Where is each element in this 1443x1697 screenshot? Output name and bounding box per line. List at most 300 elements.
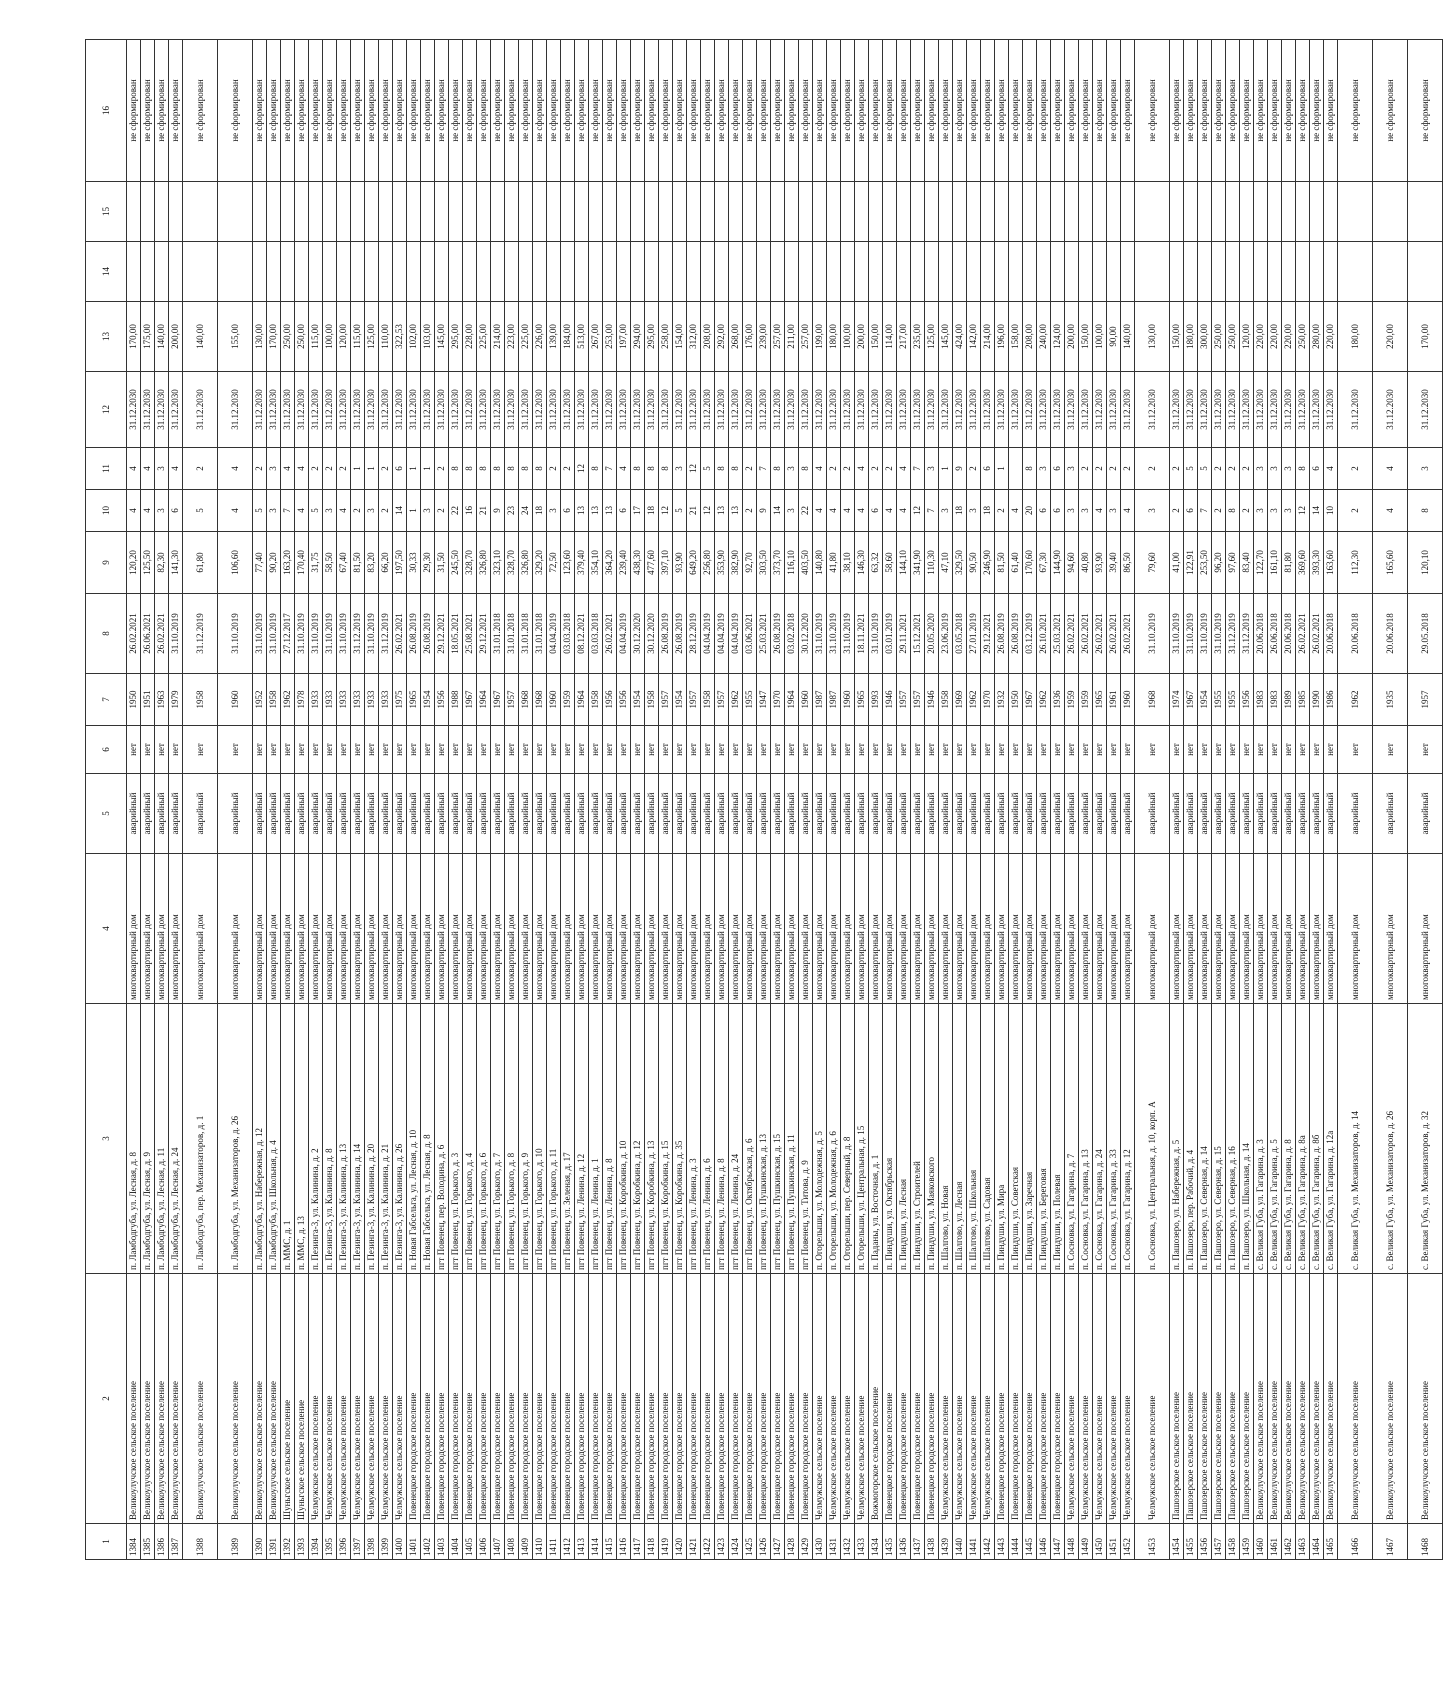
- table-row: [463, 40, 477, 1560]
- table-cell: п. Ламбодгуба, ул. Механизаторов, д. 26: [218, 1004, 253, 1274]
- table-cell: пгт Повенец, ул. Ленина, д. 1: [589, 1004, 603, 1274]
- table-row: [981, 40, 995, 1560]
- table-cell: 211,00: [785, 302, 799, 372]
- table-cell: [491, 182, 505, 242]
- table-cell: пгт Повенец, ул. Титова, д. 9: [799, 1004, 813, 1274]
- table-cell: 31.12.2030: [281, 372, 295, 448]
- table-cell: не сформирован: [841, 40, 855, 182]
- table-cell: не сформирован: [1198, 40, 1212, 182]
- table-cell: 3: [323, 490, 337, 532]
- table-cell: 1936: [1051, 674, 1065, 726]
- table-cell: многоквартирный дом: [645, 854, 659, 1004]
- table-row: [575, 40, 589, 1560]
- table-cell: 31.12.2030: [575, 372, 589, 448]
- table-cell: нет: [141, 726, 155, 774]
- table-cell: 4: [897, 448, 911, 490]
- table-cell: 4: [1009, 490, 1023, 532]
- table-cell: нет: [365, 726, 379, 774]
- table-cell: 1388: [183, 1524, 218, 1560]
- table-cell: 1983: [1254, 674, 1268, 726]
- table-row: [743, 40, 757, 1560]
- table-cell: 21: [477, 490, 491, 532]
- table-cell: 4: [281, 448, 295, 490]
- table-cell: 31.10.2019: [827, 594, 841, 674]
- table-cell: Челмужское сельское поселение: [309, 1274, 323, 1524]
- table-cell: многоквартирный дом: [1051, 854, 1065, 1004]
- table-cell: 1392: [281, 1524, 295, 1560]
- table-cell: Великоулучское сельское поселение: [1324, 1274, 1338, 1524]
- table-cell: не сформирован: [1107, 40, 1121, 182]
- table-cell: 03.06.2021: [743, 594, 757, 674]
- table-cell: аварийный: [673, 774, 687, 854]
- table-row: [351, 40, 365, 1560]
- table-cell: многоквартирный дом: [771, 854, 785, 1004]
- table-cell: [645, 242, 659, 302]
- table-cell: 1456: [1198, 1524, 1212, 1560]
- table-cell: 7: [925, 490, 939, 532]
- table-cell: многоквартирный дом: [183, 854, 218, 1004]
- table-cell: 200,00: [1065, 302, 1079, 372]
- table-row: [1296, 40, 1310, 1560]
- table-row: [1023, 40, 1037, 1560]
- table-cell: 18: [981, 490, 995, 532]
- table-cell: аварийный: [1135, 774, 1170, 854]
- table-cell: 3: [267, 490, 281, 532]
- table-cell: Пашозерское сельское поселение: [1212, 1274, 1226, 1524]
- table-cell: пгт Повенец, ул. Пушкинская, д. 11: [785, 1004, 799, 1274]
- table-cell: 93,90: [1093, 532, 1107, 594]
- table-row: [939, 40, 953, 1560]
- table-cell: 1: [939, 448, 953, 490]
- table-cell: 15.12.2021: [911, 594, 925, 674]
- table-cell: не сформирован: [1310, 40, 1324, 182]
- table-cell: 2: [967, 448, 981, 490]
- table-cell: многоквартирный дом: [729, 854, 743, 1004]
- table-cell: многоквартирный дом: [253, 854, 267, 1004]
- table-cell: [1009, 182, 1023, 242]
- table-cell: 1950: [1009, 674, 1023, 726]
- table-cell: не сформирован: [617, 40, 631, 182]
- table-cell: не сформирован: [295, 40, 309, 182]
- table-cell: [365, 182, 379, 242]
- table-cell: 31.12.2030: [1051, 372, 1065, 448]
- table-cell: нет: [1373, 726, 1408, 774]
- table-cell: 31.12.2030: [1037, 372, 1051, 448]
- table-cell: 6: [617, 490, 631, 532]
- table-cell: аварийный: [981, 774, 995, 854]
- table-cell: 1411: [547, 1524, 561, 1560]
- table-cell: 329,50: [953, 532, 967, 594]
- table-cell: Челмужское сельское поселение: [967, 1274, 981, 1524]
- table-cell: не сформирован: [603, 40, 617, 182]
- table-cell: 31.12.2030: [1268, 372, 1282, 448]
- table-cell: 197,00: [617, 302, 631, 372]
- table-cell: многоквартирный дом: [1408, 854, 1443, 1004]
- table-cell: 300,00: [1198, 302, 1212, 372]
- table-cell: [1121, 242, 1135, 302]
- table-cell: не сформирован: [141, 40, 155, 182]
- table-cell: не сформирован: [1373, 40, 1408, 182]
- table-cell: нет: [407, 726, 421, 774]
- table-cell: 1460: [1254, 1524, 1268, 1560]
- table-cell: аварийный: [995, 774, 1009, 854]
- table-cell: аварийный: [505, 774, 519, 854]
- table-cell: [1065, 242, 1079, 302]
- table-cell: 292,00: [715, 302, 729, 372]
- table-cell: 7: [281, 490, 295, 532]
- table-row: [855, 40, 869, 1560]
- table-cell: [218, 182, 253, 242]
- table-cell: аварийный: [729, 774, 743, 854]
- table-cell: [785, 242, 799, 302]
- table-cell: Челмужское сельское поселение: [813, 1274, 827, 1524]
- table-cell: 8: [449, 448, 463, 490]
- table-cell: 100,00: [841, 302, 855, 372]
- table-cell: 1964: [477, 674, 491, 726]
- table-cell: 200,00: [855, 302, 869, 372]
- table-cell: 3: [967, 490, 981, 532]
- table-cell: не сформирован: [1268, 40, 1282, 182]
- table-cell: аварийный: [855, 774, 869, 854]
- table-cell: Повенецкое городское поселение: [435, 1274, 449, 1524]
- table-cell: [1023, 242, 1037, 302]
- table-cell: 144,90: [1051, 532, 1065, 594]
- table-cell: многоквартирный дом: [337, 854, 351, 1004]
- table-cell: 1947: [757, 674, 771, 726]
- table-cell: 2: [827, 448, 841, 490]
- table-cell: 2: [435, 490, 449, 532]
- table-cell: 31.10.2019: [295, 594, 309, 674]
- column-header: 9: [86, 532, 127, 594]
- table-cell: многоквартирный дом: [533, 854, 547, 1004]
- table-cell: многоквартирный дом: [1184, 854, 1198, 1004]
- table-cell: 225,00: [477, 302, 491, 372]
- table-cell: 3: [1037, 448, 1051, 490]
- table-cell: 1935: [1373, 674, 1408, 726]
- table-cell: нет: [1107, 726, 1121, 774]
- column-header: 15: [86, 182, 127, 242]
- table-cell: нет: [547, 726, 561, 774]
- table-cell: аварийный: [155, 774, 169, 854]
- table-cell: нет: [1121, 726, 1135, 774]
- table-cell: аварийный: [519, 774, 533, 854]
- table-cell: 1449: [1079, 1524, 1093, 1560]
- table-cell: 4: [127, 490, 141, 532]
- table-cell: 92,70: [743, 532, 757, 594]
- table-cell: аварийный: [771, 774, 785, 854]
- table-cell: нет: [869, 726, 883, 774]
- table-cell: 58,50: [323, 532, 337, 594]
- table-cell: [799, 242, 813, 302]
- table-cell: аварийный: [827, 774, 841, 854]
- table-cell: [1079, 242, 1093, 302]
- table-cell: 81,50: [351, 532, 365, 594]
- table-cell: Повенецкое городское поселение: [449, 1274, 463, 1524]
- table-cell: [407, 182, 421, 242]
- table-cell: 25.03.2021: [757, 594, 771, 674]
- table-cell: с. Великая Губа, ул. Гагарина, д. 8а: [1296, 1004, 1310, 1274]
- table-cell: 102,00: [407, 302, 421, 372]
- table-cell: не сформирован: [253, 40, 267, 182]
- column-header: 6: [86, 726, 127, 774]
- table-cell: нет: [631, 726, 645, 774]
- column-header: 4: [86, 854, 127, 1004]
- table-cell: Челмужское сельское поселение: [1093, 1274, 1107, 1524]
- table-cell: 31.12.2030: [687, 372, 701, 448]
- table-cell: 4: [813, 448, 827, 490]
- table-cell: многоквартирный дом: [463, 854, 477, 1004]
- table-cell: 31.12.2030: [617, 372, 631, 448]
- table-row: [1065, 40, 1079, 1560]
- table-cell: 2: [1107, 448, 1121, 490]
- table-cell: [589, 242, 603, 302]
- table-row: [1373, 40, 1408, 1560]
- table-cell: п. Огорелыши, пер. Северный, д. 8: [841, 1004, 855, 1274]
- table-cell: 2: [547, 448, 561, 490]
- table-cell: нет: [155, 726, 169, 774]
- table-cell: [995, 242, 1009, 302]
- table-cell: Повенецкое городское поселение: [575, 1274, 589, 1524]
- table-cell: 3: [421, 490, 435, 532]
- table-cell: нет: [883, 726, 897, 774]
- table-cell: аварийный: [477, 774, 491, 854]
- table-cell: Повенецкое городское поселение: [799, 1274, 813, 1524]
- table-cell: Повенецкое городское поселение: [617, 1274, 631, 1524]
- table-cell: аварийный: [911, 774, 925, 854]
- table-cell: [575, 242, 589, 302]
- table-cell: 31.12.2030: [1170, 372, 1184, 448]
- table-cell: нет: [463, 726, 477, 774]
- table-cell: 18: [953, 490, 967, 532]
- table-cell: 106,60: [218, 532, 253, 594]
- table-cell: 1957: [715, 674, 729, 726]
- table-cell: 2: [1212, 490, 1226, 532]
- table-cell: п. Пиндуши, ул. Лесная: [897, 1004, 911, 1274]
- table-cell: 2: [1212, 448, 1226, 490]
- table-cell: 31.12.2019: [1226, 594, 1240, 674]
- table-cell: нет: [939, 726, 953, 774]
- table-cell: Челмужское сельское поселение: [1135, 1274, 1170, 1524]
- table-cell: 1959: [1065, 674, 1079, 726]
- table-cell: с. Великая Губа, ул. Механизаторов, д. 32: [1408, 1004, 1443, 1274]
- table-cell: 31.10.2019: [1198, 594, 1212, 674]
- table-cell: [155, 182, 169, 242]
- table-cell: п. Пашозеро, ул. Северная, д. 15: [1212, 1004, 1226, 1274]
- table-cell: с. Великая Губа, ул. Гагарина, д. 8: [1282, 1004, 1296, 1274]
- table-cell: аварийный: [1170, 774, 1184, 854]
- table-cell: многоквартирный дом: [449, 854, 463, 1004]
- table-cell: 214,00: [981, 302, 995, 372]
- table-cell: [1408, 182, 1443, 242]
- table-cell: 31.12.2030: [1282, 372, 1296, 448]
- table-cell: аварийный: [1121, 774, 1135, 854]
- table-cell: [701, 182, 715, 242]
- table-cell: 5: [1184, 448, 1198, 490]
- table-cell: Повенецкое городское поселение: [1009, 1274, 1023, 1524]
- table-cell: 120,00: [337, 302, 351, 372]
- table-cell: 31.10.2019: [337, 594, 351, 674]
- table-cell: 1458: [1226, 1524, 1240, 1560]
- table-row: [1240, 40, 1254, 1560]
- table-cell: 140,80: [813, 532, 827, 594]
- table-cell: 31.12.2030: [393, 372, 407, 448]
- table-cell: Челмужское сельское поселение: [365, 1274, 379, 1524]
- table-cell: [337, 242, 351, 302]
- table-cell: 1435: [883, 1524, 897, 1560]
- table-cell: 26.02.2021: [155, 594, 169, 674]
- table-cell: 31.01.2018: [519, 594, 533, 674]
- table-cell: пгт Повенец, ул. Ленина, д. 8: [603, 1004, 617, 1274]
- table-cell: 257,00: [799, 302, 813, 372]
- table-cell: многоквартирный дом: [169, 854, 183, 1004]
- table-cell: Повенецкое городское поселение: [785, 1274, 799, 1524]
- table-cell: 4: [1373, 448, 1408, 490]
- table-cell: [1296, 242, 1310, 302]
- table-cell: 240,00: [1037, 302, 1051, 372]
- table-cell: [1254, 242, 1268, 302]
- table-row: [1135, 40, 1170, 1560]
- table-cell: 1387: [169, 1524, 183, 1560]
- table-cell: 1402: [421, 1524, 435, 1560]
- table-cell: 17: [631, 490, 645, 532]
- table-cell: 1397: [351, 1524, 365, 1560]
- table-cell: 170,00: [1408, 302, 1443, 372]
- table-cell: 1406: [477, 1524, 491, 1560]
- table-cell: [673, 242, 687, 302]
- table-cell: не сформирован: [323, 40, 337, 182]
- table-cell: многоквартирный дом: [505, 854, 519, 1004]
- table-cell: 13: [575, 490, 589, 532]
- table-cell: п. Ламбодгуба, ул. Набережная, д. 12: [253, 1004, 267, 1274]
- table-cell: 438,30: [631, 532, 645, 594]
- table-cell: аварийный: [1373, 774, 1408, 854]
- table-cell: [1226, 242, 1240, 302]
- table-cell: нет: [1226, 726, 1240, 774]
- table-cell: пгт Повенец, ул. Коробкина, д. 35: [673, 1004, 687, 1274]
- table-row: [687, 40, 701, 1560]
- table-cell: 5: [1198, 448, 1212, 490]
- table-cell: 364,20: [603, 532, 617, 594]
- table-cell: Великоулучское сельское поселение: [169, 1274, 183, 1524]
- table-cell: многоквартирный дом: [1268, 854, 1282, 1004]
- table-cell: многоквартирный дом: [617, 854, 631, 1004]
- table-cell: п. Пиндуши, ул. Строителей: [911, 1004, 925, 1274]
- table-cell: аварийный: [1310, 774, 1324, 854]
- table-cell: п. Пиндуши, ул. Мира: [995, 1004, 1009, 1274]
- table-cell: 163,20: [281, 532, 295, 594]
- table-cell: 4: [1121, 490, 1135, 532]
- table-cell: нет: [1009, 726, 1023, 774]
- table-cell: многоквартирный дом: [869, 854, 883, 1004]
- table-cell: пгт Повенец, ул. Пушкинская, д. 15: [771, 1004, 785, 1274]
- table-cell: 12: [911, 490, 925, 532]
- table-cell: п. Пезинга-3, ул. Калинина, д. 26: [393, 1004, 407, 1274]
- table-cell: 31.12.2030: [967, 372, 981, 448]
- table-cell: аварийный: [1009, 774, 1023, 854]
- table-cell: 3: [1079, 490, 1093, 532]
- table-cell: 31.12.2030: [869, 372, 883, 448]
- table-cell: многоквартирный дом: [365, 854, 379, 1004]
- table-cell: 31.12.2030: [1023, 372, 1037, 448]
- table-cell: [1107, 182, 1121, 242]
- table-row: [1198, 40, 1212, 1560]
- table-cell: 27.12.2017: [281, 594, 295, 674]
- table-cell: не сформирован: [1324, 40, 1338, 182]
- table-cell: не сформирован: [673, 40, 687, 182]
- table-cell: многоквартирный дом: [379, 854, 393, 1004]
- table-cell: 1955: [743, 674, 757, 726]
- table-cell: 122,70: [1254, 532, 1268, 594]
- table-cell: 1440: [953, 1524, 967, 1560]
- column-header: 11: [86, 448, 127, 490]
- table-cell: не сформирован: [855, 40, 869, 182]
- table-row: [1282, 40, 1296, 1560]
- table-cell: не сформирован: [785, 40, 799, 182]
- table-cell: 403,50: [799, 532, 813, 594]
- table-cell: 03.01.2019: [883, 594, 897, 674]
- table-cell: нет: [967, 726, 981, 774]
- table-cell: Челмужское сельское поселение: [1079, 1274, 1093, 1524]
- table-cell: не сформирован: [967, 40, 981, 182]
- table-cell: Великоулучское сельское поселение: [218, 1274, 253, 1524]
- table-row: [127, 40, 141, 1560]
- table-cell: Шуньгское сельское поселение: [295, 1274, 309, 1524]
- table-cell: 3: [1254, 448, 1268, 490]
- table-cell: Великоулучское сельское поселение: [1268, 1274, 1282, 1524]
- table-cell: [1310, 182, 1324, 242]
- table-cell: 3: [547, 490, 561, 532]
- table-cell: [253, 182, 267, 242]
- table-cell: Великоулучское сельское поселение: [155, 1274, 169, 1524]
- table-cell: [1373, 242, 1408, 302]
- column-header: 5: [86, 774, 127, 854]
- table-cell: 170,00: [267, 302, 281, 372]
- table-cell: 200,00: [169, 302, 183, 372]
- table-cell: 2: [323, 448, 337, 490]
- table-cell: 8: [519, 448, 533, 490]
- column-header: 13: [86, 302, 127, 372]
- table-cell: Пашозерское сельское поселение: [1240, 1274, 1254, 1524]
- table-row: [267, 40, 281, 1560]
- table-cell: 6: [1051, 490, 1065, 532]
- table-row: [183, 40, 218, 1560]
- table-cell: 1975: [393, 674, 407, 726]
- table-cell: 8: [589, 448, 603, 490]
- table-cell: 20.06.2018: [1254, 594, 1268, 674]
- table-cell: Челмужское сельское поселение: [827, 1274, 841, 1524]
- table-cell: многоквартирный дом: [687, 854, 701, 1004]
- table-cell: 8: [631, 448, 645, 490]
- housing-table: [85, 39, 1443, 1560]
- table-cell: аварийный: [351, 774, 365, 854]
- table-cell: [1184, 242, 1198, 302]
- table-cell: 31.12.2030: [1226, 372, 1240, 448]
- table-cell: 31.12.2030: [1198, 372, 1212, 448]
- table-cell: 1393: [295, 1524, 309, 1560]
- table-cell: 4: [617, 448, 631, 490]
- table-cell: 7: [911, 448, 925, 490]
- table-cell: [841, 242, 855, 302]
- table-cell: 31.12.2030: [561, 372, 575, 448]
- table-cell: 154,00: [673, 302, 687, 372]
- table-cell: 7: [757, 448, 771, 490]
- table-cell: пгт Повенец, ул. Коробкина, д. 10: [617, 1004, 631, 1274]
- table-cell: многоквартирный дом: [1135, 854, 1170, 1004]
- table-cell: 31.12.2030: [267, 372, 281, 448]
- table-cell: [1135, 182, 1170, 242]
- table-row: [141, 40, 155, 1560]
- table-cell: 235,00: [911, 302, 925, 372]
